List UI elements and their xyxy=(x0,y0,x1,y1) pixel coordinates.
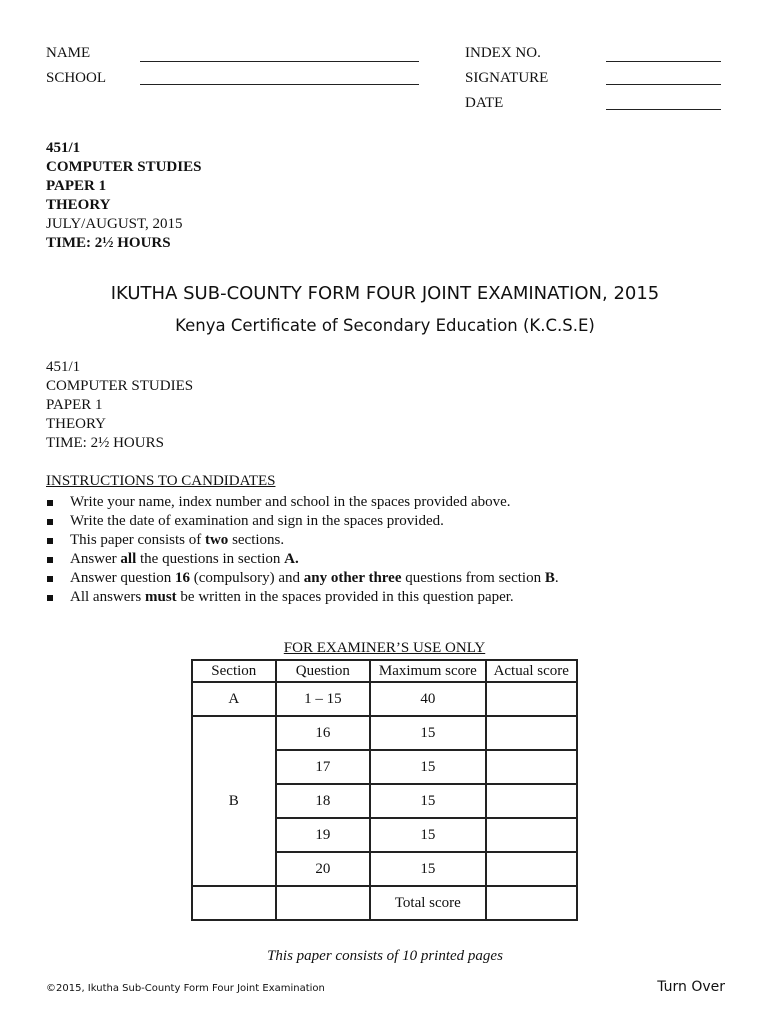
paper-info-plain xyxy=(46,358,193,453)
name-line xyxy=(140,61,419,62)
question-cell: 20 xyxy=(276,852,371,886)
bullet-icon xyxy=(47,538,53,544)
max-score-cell: 40 xyxy=(370,682,485,716)
total-score-label: Total score xyxy=(370,886,485,920)
table-header-row xyxy=(192,660,577,682)
signature-label: SIGNATURE xyxy=(465,70,549,86)
question-cell: 1 – 15 xyxy=(276,682,371,716)
paper-subject: COMPUTER STUDIES xyxy=(46,159,202,175)
paper-session: JULY/AUGUST, 2015 xyxy=(46,216,183,232)
table-row xyxy=(192,716,577,750)
header-question: Question xyxy=(276,660,371,682)
footer-copyright: ©2015, Ikutha Sub-County Form Four Joint Examination xyxy=(46,983,325,994)
name-label: NAME xyxy=(46,45,91,61)
actual-score-cell[interactable] xyxy=(486,750,577,784)
instruction-item: Answer question 16 (compulsory) and any other three questions from section B. xyxy=(46,569,746,588)
paper-code: 451/1 xyxy=(46,140,81,156)
paper-info-bold xyxy=(46,139,201,253)
paper-code-2: 451/1 xyxy=(46,359,81,375)
examiner-caption: FOR EXAMINER’S USE ONLY xyxy=(283,640,486,656)
paper-time: TIME: 2½ HOURS xyxy=(46,235,171,251)
header-actual-score: Actual score xyxy=(486,660,577,682)
max-score-cell: 15 xyxy=(370,852,485,886)
paper-subject-2: COMPUTER STUDIES xyxy=(46,378,194,394)
question-cell: 18 xyxy=(276,784,371,818)
paper-number: PAPER 1 xyxy=(46,178,107,194)
instruction-item: Answer all the questions in section A. xyxy=(46,550,746,569)
paper-time-2: TIME: 2½ HOURS xyxy=(46,435,164,451)
empty-cell xyxy=(276,886,371,920)
total-row xyxy=(192,886,577,920)
index-label: INDEX NO. xyxy=(465,45,541,61)
paper-number-2: PAPER 1 xyxy=(46,397,103,413)
school-label: SCHOOL xyxy=(46,70,107,86)
paper-type: THEORY xyxy=(46,197,111,213)
max-score-cell: 15 xyxy=(370,818,485,852)
question-cell: 19 xyxy=(276,818,371,852)
exam-title: IKUTHA SUB-COUNTY FORM FOUR JOINT EXAMINATION, 2015 xyxy=(110,283,660,304)
instruction-item: This paper consists of two sections. xyxy=(46,531,746,550)
instructions-list xyxy=(46,493,746,607)
section-b-cell: B xyxy=(192,716,276,886)
exam-subtitle: Kenya Certificate of Secondary Education (K.C.S.E) xyxy=(175,316,595,335)
bullet-icon xyxy=(47,519,53,525)
bullet-icon xyxy=(47,500,53,506)
total-score-cell[interactable] xyxy=(486,886,577,920)
examiner-table xyxy=(191,659,578,921)
index-line xyxy=(606,61,721,62)
empty-cell xyxy=(192,886,276,920)
section-a-cell: A xyxy=(192,682,276,716)
question-cell: 16 xyxy=(276,716,371,750)
actual-score-cell[interactable] xyxy=(486,852,577,886)
table-row xyxy=(192,682,577,716)
school-line xyxy=(140,84,419,85)
bullet-icon xyxy=(47,576,53,582)
paper-type-2: THEORY xyxy=(46,416,106,432)
instruction-item: All answers must be written in the spaces provided in this question paper. xyxy=(46,588,746,607)
pages-note: This paper consists of 10 printed pages xyxy=(267,948,503,964)
actual-score-cell[interactable] xyxy=(486,784,577,818)
bullet-icon xyxy=(47,595,53,601)
instructions-heading: INSTRUCTIONS TO CANDIDATES xyxy=(46,473,276,489)
max-score-cell: 15 xyxy=(370,716,485,750)
date-line xyxy=(606,109,721,110)
bullet-icon xyxy=(47,557,53,563)
header-max-score: Maximum score xyxy=(370,660,485,682)
actual-score-cell[interactable] xyxy=(486,716,577,750)
signature-line xyxy=(606,84,721,85)
footer-turn-over: Turn Over xyxy=(657,979,725,995)
date-label: DATE xyxy=(465,95,504,111)
instruction-item: Write your name, index number and school in the spaces provided above. xyxy=(46,493,746,512)
max-score-cell: 15 xyxy=(370,750,485,784)
actual-score-cell[interactable] xyxy=(486,682,577,716)
actual-score-cell[interactable] xyxy=(486,818,577,852)
max-score-cell: 15 xyxy=(370,784,485,818)
instruction-item: Write the date of examination and sign in the spaces provided. xyxy=(46,512,746,531)
question-cell: 17 xyxy=(276,750,371,784)
header-section: Section xyxy=(192,660,276,682)
